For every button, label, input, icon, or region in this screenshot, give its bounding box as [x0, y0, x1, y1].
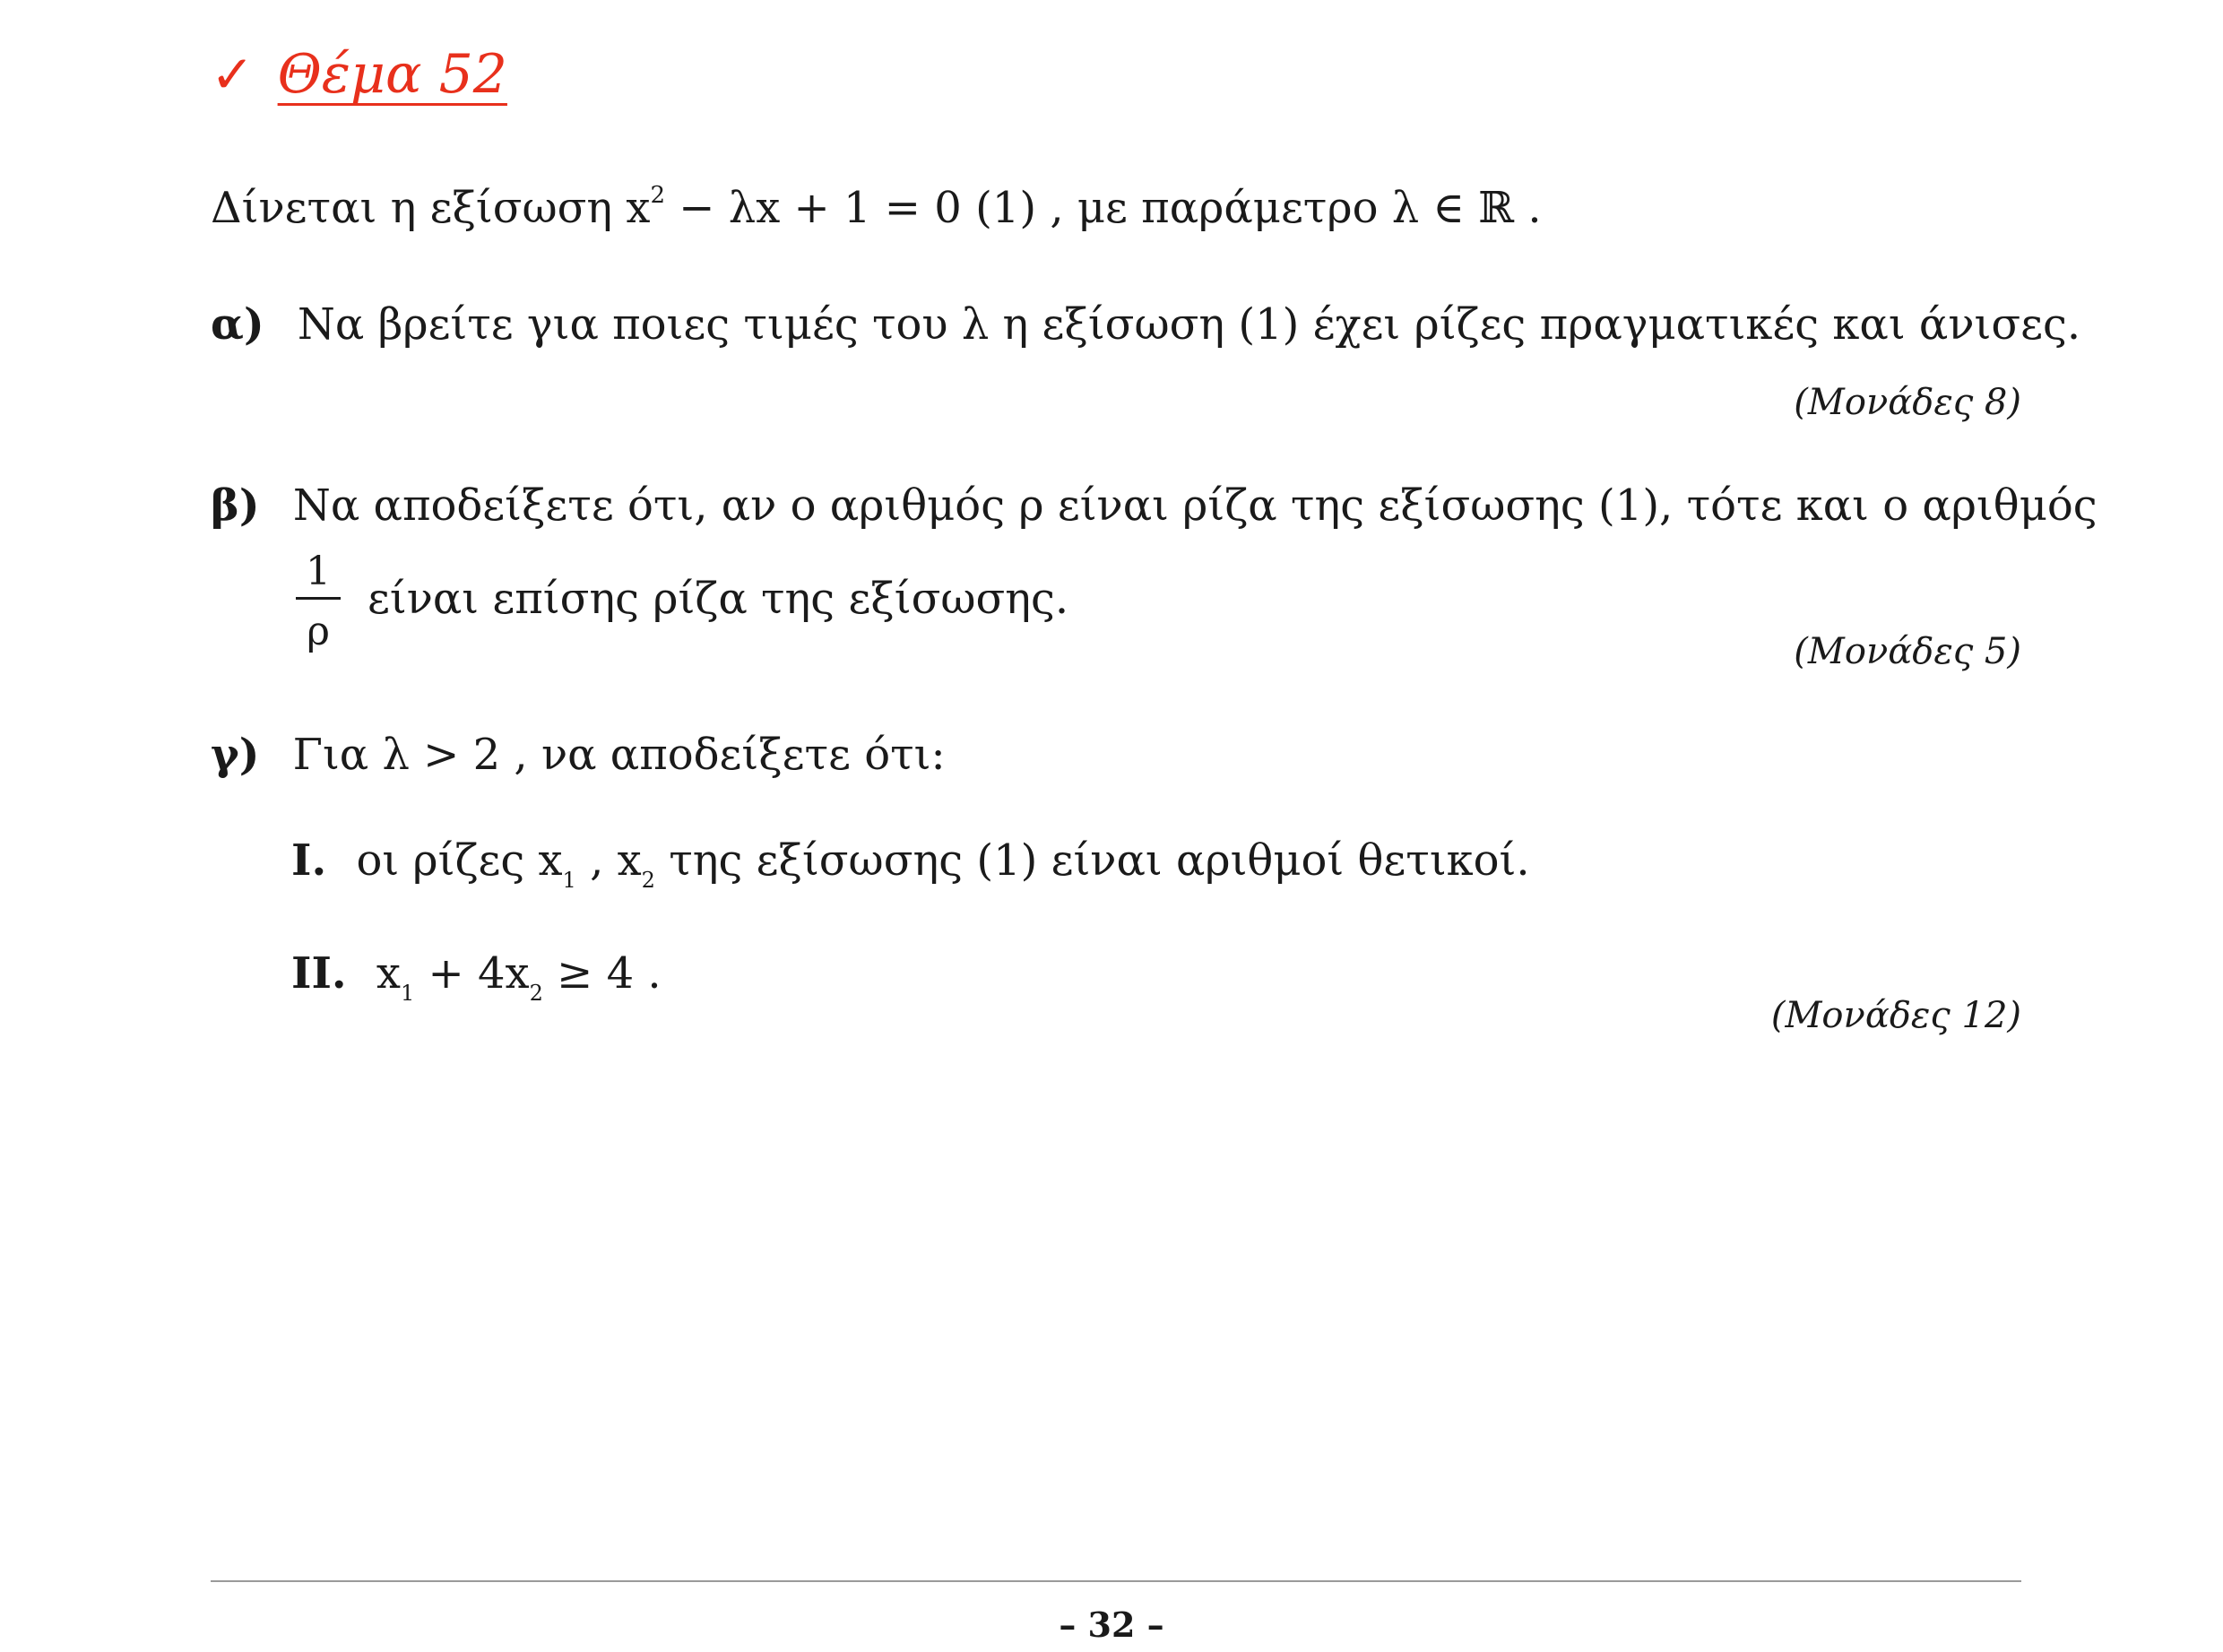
gamma-label: γ): [211, 730, 260, 780]
intro-exponent: 2: [650, 182, 666, 209]
intro-text-pre: Δίνεται η εξίσωση x: [211, 183, 651, 233]
beta-text-line1: Να αποδείξετε ότι, αν ο αριθμός ρ είναι ρίζα της εξίσωσης (1), τότε και ο αριθμός: [292, 480, 2098, 531]
fraction-denominator: ρ: [307, 609, 330, 654]
topic-title: Θέμα 52: [277, 43, 507, 106]
sub-ii-text-pre: x: [376, 948, 401, 999]
sub-i-text-post: της εξίσωσης (1) είναι αριθμοί θετικοί.: [654, 835, 1530, 886]
sub-i-text-pre: οι ρίζες x: [356, 835, 563, 886]
gamma-marks: (Μονάδες 12): [1770, 995, 2021, 1036]
sub-ii-index-1: 1: [400, 981, 415, 1006]
sub-ii-index-2: 2: [529, 981, 543, 1006]
beta-label: β): [211, 480, 260, 531]
page-number: – 32 –: [1059, 1604, 1164, 1645]
topic-heading: [211, 43, 507, 106]
footer-divider: [211, 1580, 2021, 1582]
sub-ii-label: II.: [291, 948, 347, 999]
beta-marks: (Μονάδες 5): [1794, 631, 2021, 672]
gamma-subquestion-i: [291, 835, 1530, 893]
gamma-text: Για λ > 2 , να αποδείξετε ότι:: [292, 730, 946, 780]
gamma-subquestion-ii: [291, 948, 662, 1006]
beta-text-line2: είναι επίσης ρίζα της εξίσωσης.: [368, 574, 1069, 624]
intro-statement: [211, 182, 1542, 233]
sub-i-index-1: 1: [562, 868, 576, 893]
question-alpha: [211, 299, 2081, 350]
alpha-text: Να βρείτε για ποιες τιμές του λ η εξίσωση (1) έχει ρίζες πραγματικές και άνισες.: [297, 299, 2081, 350]
sub-ii-text-mid: + 4x: [414, 948, 530, 999]
fraction-numerator: 1: [306, 549, 331, 594]
sub-i-index-2: 2: [641, 868, 655, 893]
fraction-bar: [296, 597, 341, 600]
checkmark-icon: ✓: [211, 44, 255, 105]
sub-ii-text-post: ≥ 4 .: [542, 948, 662, 999]
intro-text-post: − λx + 1 = 0 (1) , με παράμετρο λ ∈ ℝ .: [665, 183, 1542, 233]
alpha-marks: (Μονάδες 8): [1794, 382, 2021, 423]
question-beta: [211, 480, 2098, 531]
sub-i-text-mid: , x: [575, 835, 642, 886]
fraction-one-over-rho: [296, 549, 341, 654]
alpha-label: α): [211, 299, 264, 350]
question-gamma: [211, 730, 946, 780]
sub-i-label: I.: [291, 835, 327, 886]
